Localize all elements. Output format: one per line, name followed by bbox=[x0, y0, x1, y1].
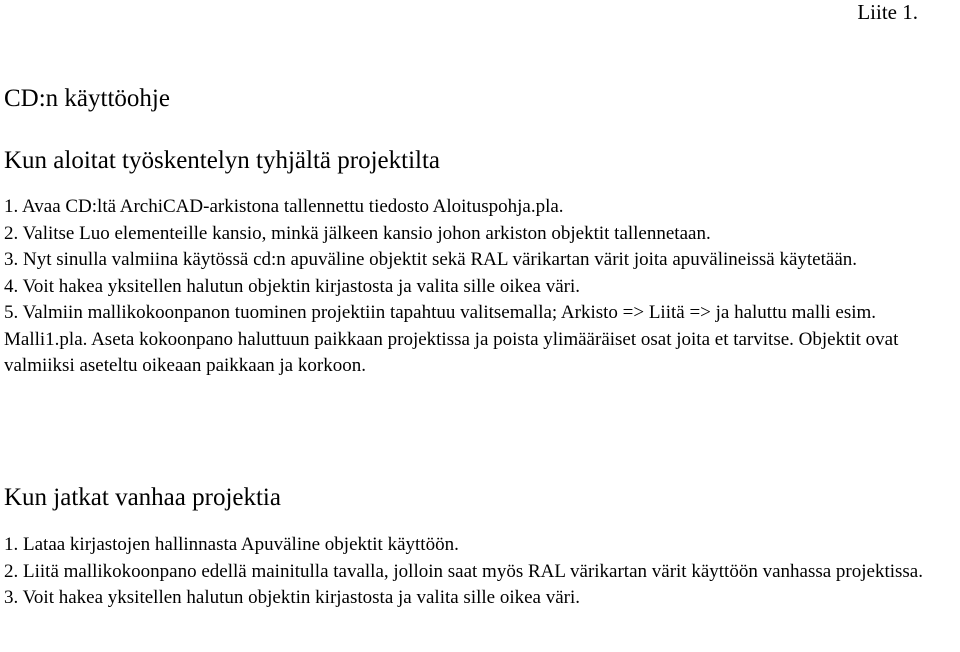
section-heading: Kun aloitat työskentelyn tyhjältä projektilta bbox=[4, 147, 441, 174]
document-title: CD:n käyttöohje bbox=[4, 85, 170, 112]
step-item: 3. Voit hakea yksitellen halutun objektin kirjastosta ja valita sille oikea väri. bbox=[4, 587, 581, 608]
section-continue-project bbox=[4, 484, 960, 612]
step-item: 1. Avaa CD:ltä ArchiCAD-arkistona tallennettu tiedosto Aloituspohja.pla. bbox=[4, 196, 564, 217]
step-item: 5. Valmiin mallikokoonpanon tuominen projektiin tapahtuu valitsemalla; Arkisto => Liitä => ja haluttu malli esim. Malli1.pla. Aseta kokoonpano haluttuun paikkaan projektissa ja poista ylimääräiset osat joita et tarvitse. Objektit ovat valmiiksi aseteltu oikeaan paikkaan ja korkoon. bbox=[4, 302, 899, 376]
step-list bbox=[4, 194, 960, 380]
step-item: 4. Voit hakea yksitellen halutun objektin kirjastosta ja valita sille oikea väri. bbox=[4, 275, 581, 297]
step-item: 1. Lataa kirjastojen hallinnasta Apuväline objektit käyttöön. bbox=[4, 534, 459, 555]
appendix-label: Liite 1. bbox=[857, 0, 918, 24]
step-item: 2. Liitä mallikokoonpano edellä mainitulla tavalla, jolloin saat myös RAL värikartan värit käyttöön vanhassa projektissa. bbox=[4, 560, 923, 582]
step-item: 3. Nyt sinulla valmiina käytössä cd:n apuväline objektit sekä RAL värikartan värit joita apuvälineissä käytetään. bbox=[4, 249, 857, 270]
section-heading: Kun jatkat vanhaa projektia bbox=[4, 484, 281, 511]
section-new-project bbox=[4, 147, 960, 380]
step-item: 2. Valitse Luo elementeille kansio, minkä jälkeen kansio johon arkiston objektit tallennetaan. bbox=[4, 222, 711, 244]
step-list bbox=[4, 532, 960, 612]
